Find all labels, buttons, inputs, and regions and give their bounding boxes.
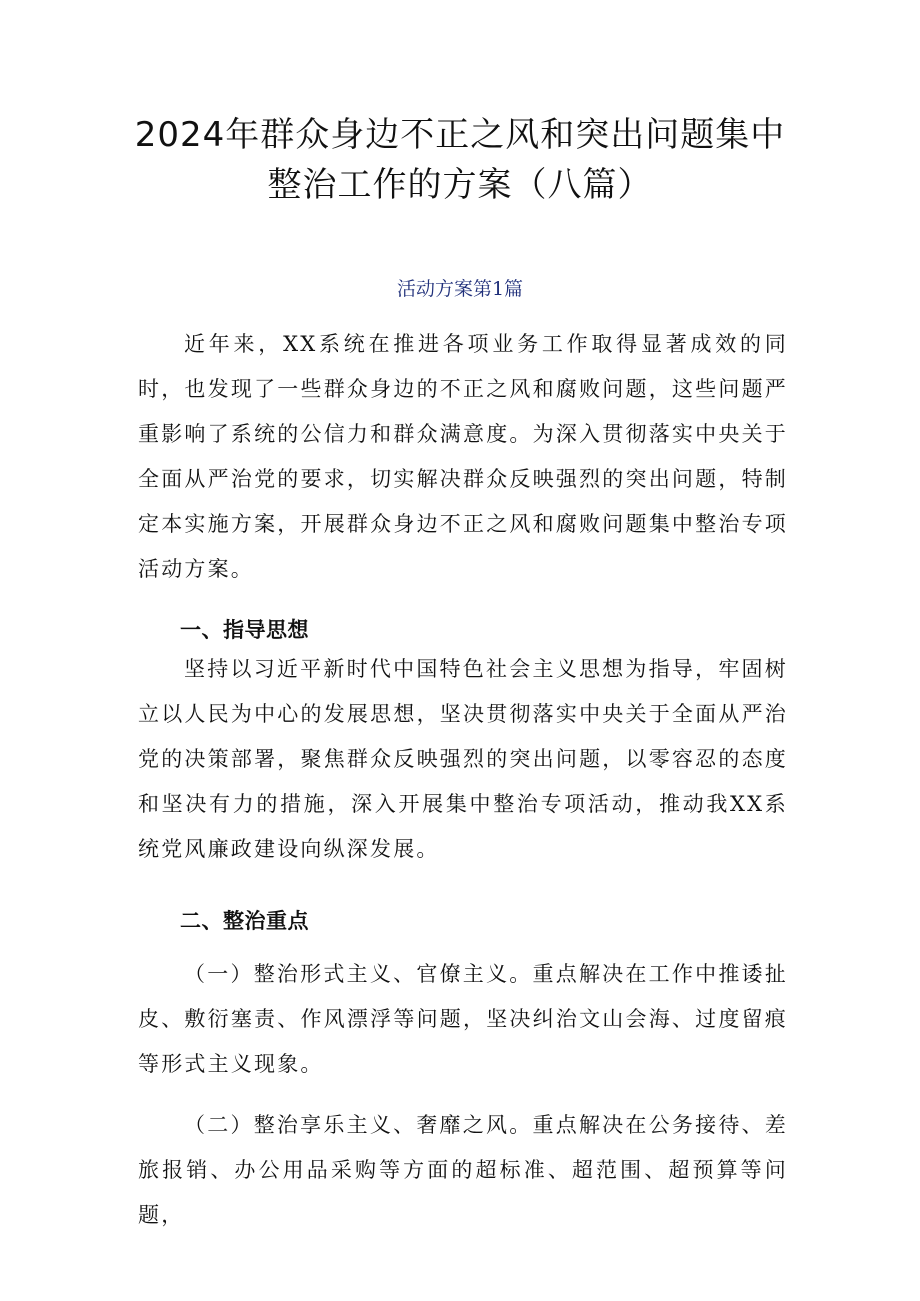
document-title-line-1: 2024年群众身边不正之风和突出问题集中 <box>134 115 786 155</box>
section-subtitle: 活动方案第1篇 <box>396 278 524 300</box>
focus-item-1-paragraph: （一）整治形式主义、官僚主义。重点解决在工作中推诿扯皮、敷衍塞责、作风漂浮等问题，坚决纠治文山会海、过度留痕等形式主义现象。 <box>138 962 788 1076</box>
document-title-line-2: 整治工作的方案（八篇） <box>267 165 653 205</box>
intro-paragraph: 近年来，XX系统在推进各项业务工作取得显著成效的同时，也发现了一些群众身边的不正之风和腐败问题，这些问题严重影响了系统的公信力和群众满意度。为深入贯彻落实中央关于全面从严治党的要求，切实解决群众反映强烈的突出问题，特制定本实施方案，开展群众身边不正之风和腐败问题集中整治专项活动方案。 <box>138 332 788 581</box>
heading-guiding-ideology: 一、指导思想 <box>180 618 309 642</box>
heading-rectification-focus: 二、整治重点 <box>180 909 309 933</box>
guiding-ideology-paragraph: 坚持以习近平新时代中国特色社会主义思想为指导，牢固树立以人民为中心的发展思想，坚决贯彻落实中央关于全面从严治党的决策部署，聚焦群众反映强烈的突出问题，以零容忍的态度和坚决有力的措施，深入开展集中整治专项活动，推动我XX系统党风廉政建设向纵深发展。 <box>138 657 788 861</box>
focus-item-2-paragraph: （二）整治享乐主义、奢靡之风。重点解决在公务接待、差旅报销、办公用品采购等方面的超标准、超范围、超预算等问题， <box>138 1113 788 1227</box>
